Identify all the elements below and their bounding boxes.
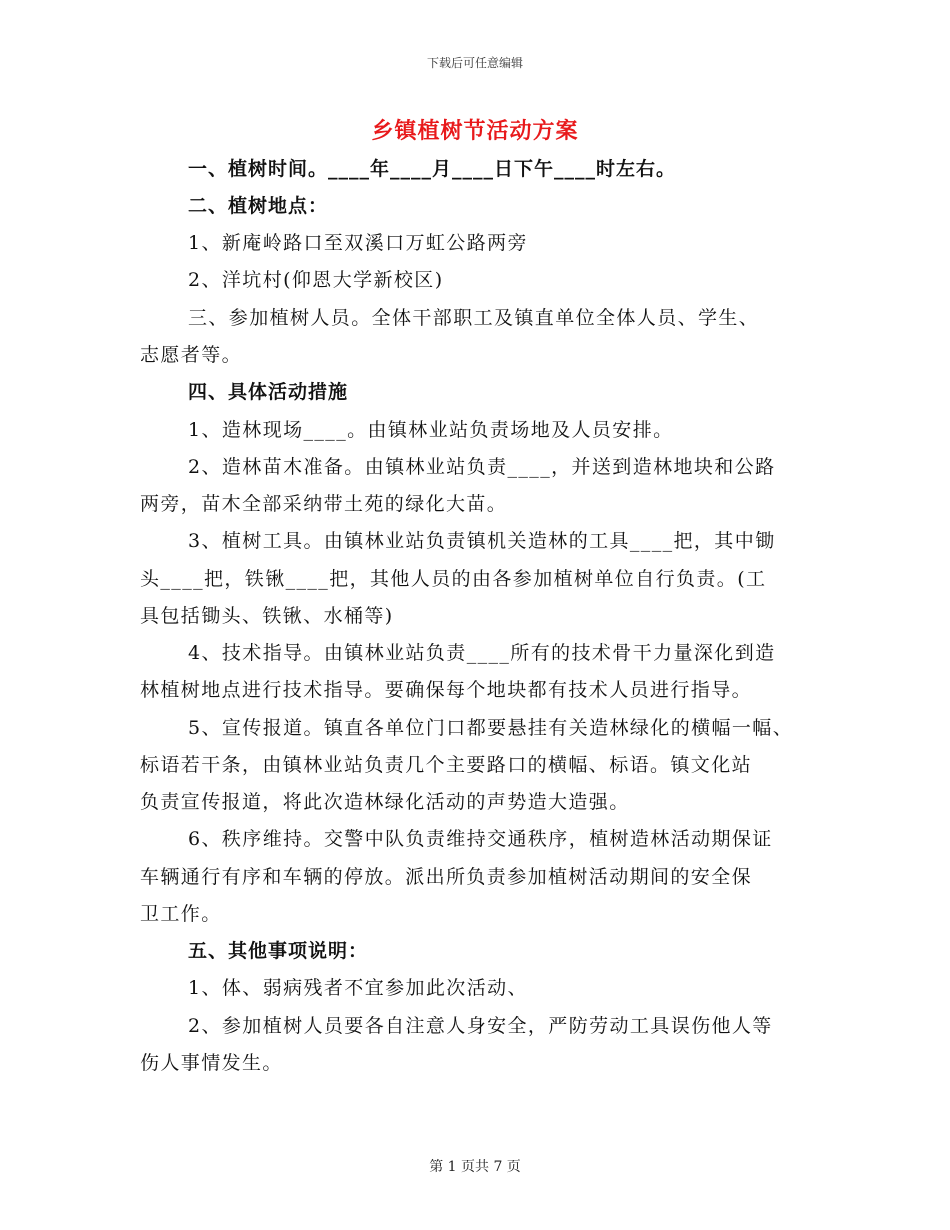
measure-item-6-cont: 车辆通行有序和车辆的停放。派出所负责参加植树活动期间的安全保 — [140, 866, 753, 888]
location-item-1: 1、新庵岭路口至双溪口万虹公路两旁 — [188, 232, 528, 254]
section-heading-measures: 四、具体活动措施 — [188, 381, 349, 403]
measure-item-3: 3、植树工具。由镇林业站负责镇机关造林的工具____把，其中锄 — [188, 530, 776, 552]
note-item-2-cont: 伤人事情发生。 — [140, 1052, 283, 1074]
note-item-1: 1、体、弱病残者不宜参加此次活动、 — [188, 977, 528, 999]
measure-item-4: 4、技术指导。由镇林业站负责____所有的技术骨干力量深化到造 — [188, 642, 776, 664]
measure-item-1: 1、造林现场____。由镇林业站负责场地及人员安排。 — [188, 419, 674, 441]
participants-paragraph-cont: 志愿者等。 — [140, 344, 243, 366]
measure-item-5-cont: 标语若干条，由镇林业站负责几个主要路口的横幅、标语。镇文化站 — [140, 754, 753, 776]
section-heading-notes: 五、其他事项说明： — [188, 940, 369, 962]
header-note: 下载后可任意编辑 — [426, 56, 523, 70]
measure-item-3-cont: 头____把，铁锹____把，其他人员的由各参加植树单位自行负责。(工 — [140, 568, 767, 590]
measure-item-4-cont: 林植树地点进行技术指导。要确保每个地块都有技术人员进行指导。 — [140, 679, 753, 701]
measure-item-5: 5、宣传报道。镇直各单位门口都要悬挂有关造林绿化的横幅一幅、 — [188, 717, 794, 739]
page-footer: 第 1 页共 7 页 — [429, 1159, 521, 1175]
measure-item-6-cont: 卫工作。 — [140, 903, 222, 925]
measure-item-3-cont: 具包括锄头、铁锹、水桶等) — [140, 605, 394, 627]
measure-item-6: 6、秩序维持。交警中队负责维持交通秩序，植树造林活动期保证 — [188, 828, 773, 850]
participants-paragraph: 三、参加植树人员。全体干部职工及镇直单位全体人员、学生、 — [188, 307, 760, 329]
measure-item-2-cont: 两旁，苗木全部采纳带土苑的绿化大苗。 — [140, 493, 508, 515]
section-heading-time: 一、植树时间。____年____月____日下午____时左右。 — [188, 158, 677, 180]
note-item-2: 2、参加植树人员要各自注意人身安全，严防劳动工具误伤他人等 — [188, 1015, 773, 1037]
location-item-2: 2、洋坑村(仰恩大学新校区) — [188, 269, 444, 291]
document-title: 乡镇植树节活动方案 — [371, 119, 579, 144]
section-heading-location: 二、植树地点： — [188, 195, 329, 217]
measure-item-2: 2、造林苗木准备。由镇林业站负责____，并送到造林地块和公路 — [188, 456, 776, 478]
measure-item-5-cont: 负责宣传报道，将此次造林绿化活动的声势造大造强。 — [140, 791, 630, 813]
